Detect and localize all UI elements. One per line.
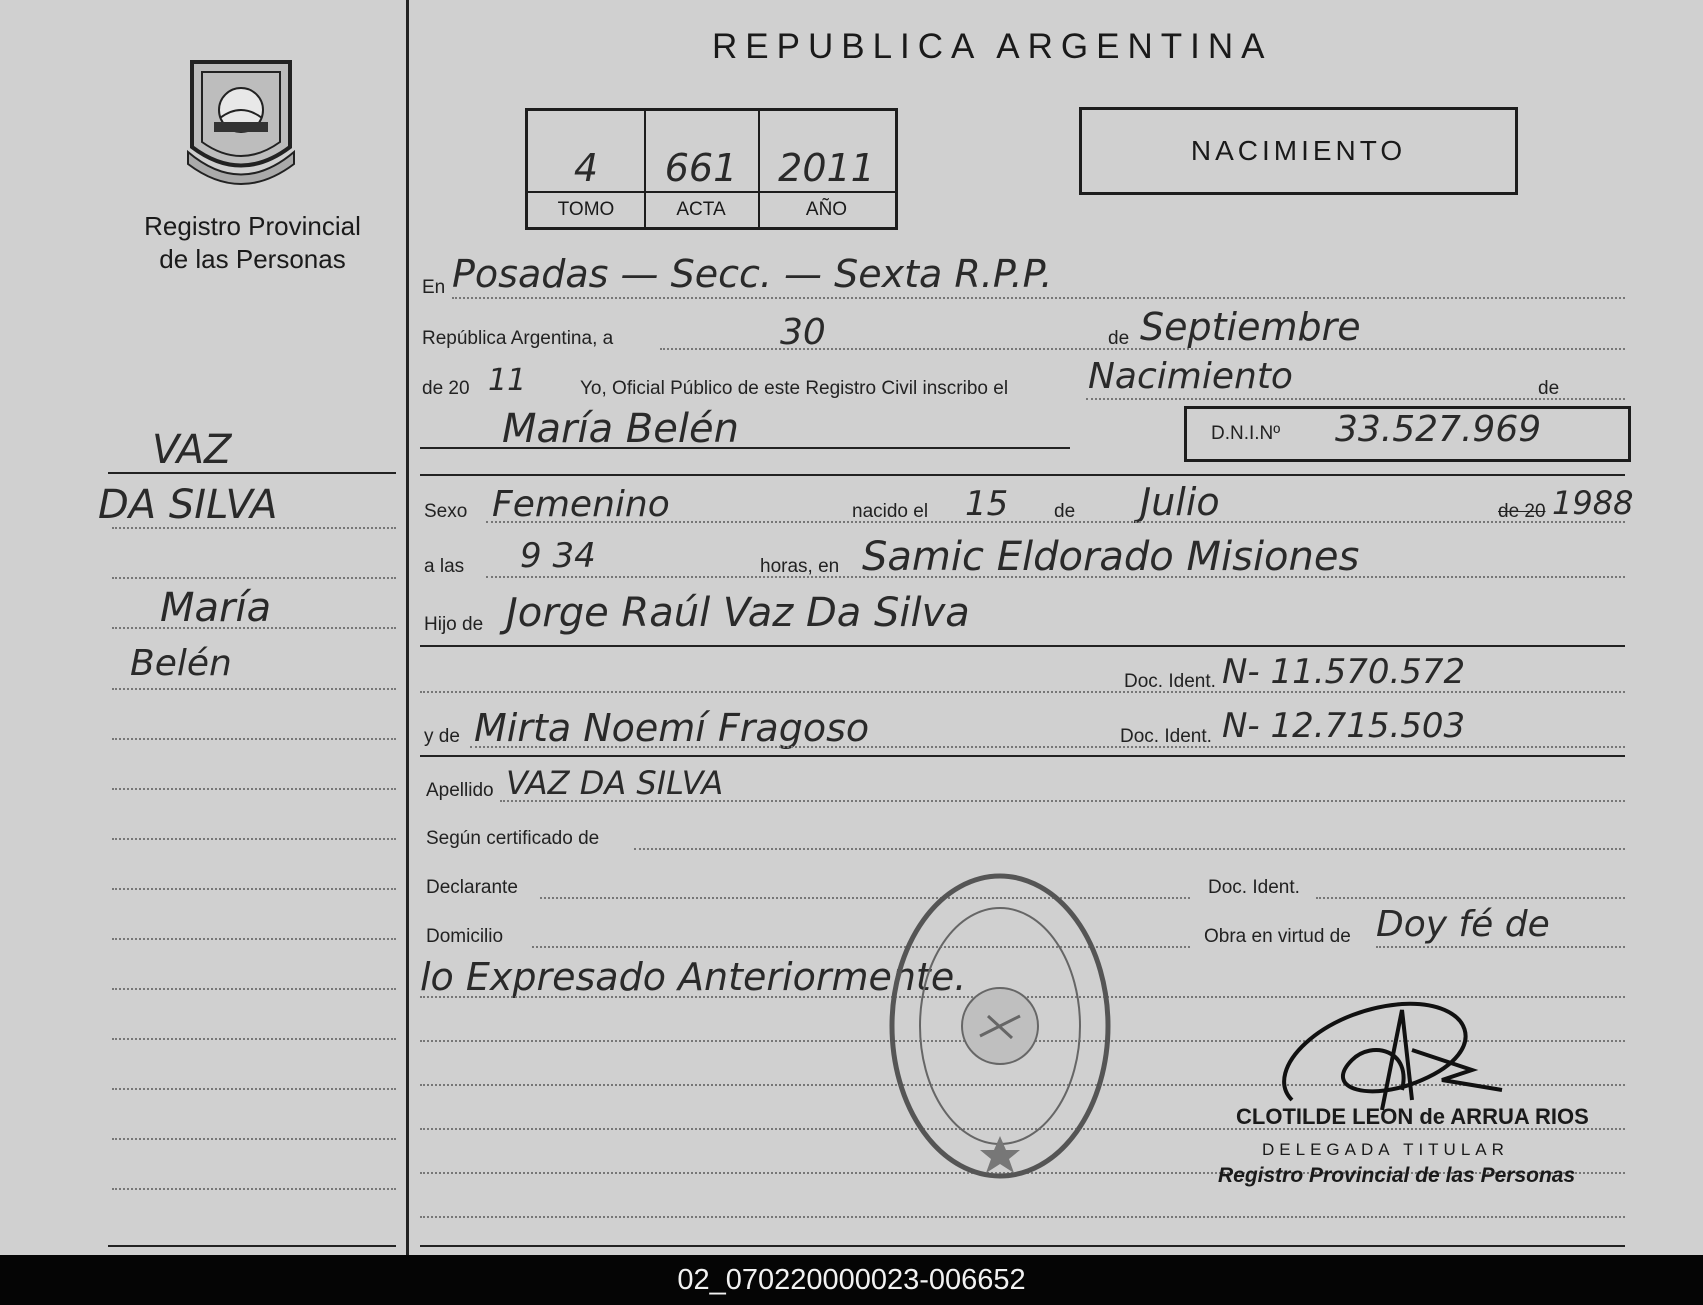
margin-dotted-line xyxy=(112,838,396,840)
acta-value: 661 xyxy=(664,146,738,190)
margin-surname-1: VAZ xyxy=(152,427,232,473)
apellido-label: Apellido xyxy=(426,780,494,801)
section-rule xyxy=(420,474,1625,476)
madre-doc: N- 12.715.503 xyxy=(1222,706,1466,746)
obra-line xyxy=(1376,946,1625,948)
margin-dotted-line xyxy=(112,1188,396,1190)
day-value: 30 xyxy=(780,312,826,353)
padre-doc-label: Doc. Ident. xyxy=(1124,671,1216,692)
column-divider xyxy=(406,0,409,1255)
year-prefix-label: de 20 xyxy=(422,378,470,399)
en-label: En xyxy=(422,277,446,298)
madre-line xyxy=(470,746,1625,748)
oficial-label: Yo, Oficial Público de este Registro Civil inscribo el xyxy=(580,378,1009,399)
registry-title-line2: de las Personas xyxy=(159,244,346,274)
blank-line xyxy=(420,1216,1625,1218)
sexo-value: Femenino xyxy=(492,484,670,525)
margin-dotted-line xyxy=(112,738,396,740)
anio-value: 2011 xyxy=(778,146,875,190)
obra-continuation: lo Expresado Anteriormente. xyxy=(420,955,967,999)
apellido-line xyxy=(500,800,1625,802)
signatory-title: DELEGADA TITULAR xyxy=(1262,1140,1509,1159)
margin-dotted-line xyxy=(112,1138,396,1140)
anio-label: AÑO xyxy=(758,191,895,226)
country-title: REPUBLICA ARGENTINA xyxy=(712,27,1273,66)
scan-footer xyxy=(0,1255,1703,1305)
alas-label: a las xyxy=(424,556,465,577)
inscribo-line xyxy=(1086,398,1625,400)
margin-dotted-line xyxy=(112,1038,396,1040)
dni-box xyxy=(1184,406,1631,462)
tomo-label: TOMO xyxy=(528,191,644,226)
dni-label: D.N.I.Nº xyxy=(1211,423,1281,444)
padre-doc-line xyxy=(420,691,1625,693)
margin-dotted-line xyxy=(112,577,396,579)
bottom-rule xyxy=(420,1245,1625,1247)
nacido-de-label: de xyxy=(1054,501,1076,522)
section-rule xyxy=(420,755,1625,757)
madre-doc-label: Doc. Ident. xyxy=(1120,726,1212,747)
anio-cell xyxy=(758,111,895,227)
margin-dotted-line xyxy=(112,688,396,690)
republica-label: República Argentina, a xyxy=(422,328,614,349)
dni-value: 33.527.969 xyxy=(1335,409,1542,450)
month-de-label: de xyxy=(1108,328,1130,349)
nacido-month: Julio xyxy=(1140,480,1220,524)
margin-dotted-line xyxy=(112,938,396,940)
nacido-label: nacido el xyxy=(852,501,929,522)
margin-name-1: María xyxy=(160,585,272,631)
padre-value: Jorge Raúl Vaz Da Silva xyxy=(506,590,970,636)
record-number-box xyxy=(525,108,898,230)
padre-line xyxy=(420,645,1625,647)
year-suffix: 11 xyxy=(488,363,527,398)
margin-rule xyxy=(108,1245,396,1247)
signatory-name: CLOTILDE LEON de ARRUA RIOS xyxy=(1236,1104,1589,1129)
domicilio-label: Domicilio xyxy=(426,926,504,947)
declarante-doc-line xyxy=(1316,897,1625,899)
horas-label: horas, en xyxy=(760,556,840,577)
signatory-office: Registro Provincial de las Personas xyxy=(1218,1164,1576,1187)
date-line xyxy=(660,348,1625,350)
margin-surname-2: DA SILVA xyxy=(98,482,278,528)
lugar-value: Samic Eldorado Misiones xyxy=(862,534,1360,580)
misiones-seal-icon xyxy=(180,52,302,187)
en-line xyxy=(452,297,1625,299)
inscribo-value: Nacimiento xyxy=(1088,356,1293,397)
month-value: Septiembre xyxy=(1140,305,1361,349)
segun-label: Según certificado de xyxy=(426,828,600,849)
margin-dotted-line xyxy=(112,527,396,529)
hijo-label: Hijo de xyxy=(424,614,484,635)
registry-title xyxy=(120,210,385,276)
declarante-label: Declarante xyxy=(426,877,518,898)
padre-doc: N- 11.570.572 xyxy=(1222,652,1466,692)
margin-name-2: Belén xyxy=(130,643,232,684)
acta-label: ACTA xyxy=(644,191,758,226)
margin-rule xyxy=(108,472,396,474)
margin-dotted-line xyxy=(112,988,396,990)
sexo-label: Sexo xyxy=(424,501,468,522)
hora-value: 9 34 xyxy=(520,536,596,576)
inscribo-de-label: de xyxy=(1538,378,1560,399)
segun-line xyxy=(634,848,1625,850)
obra-value: Doy fé de xyxy=(1376,904,1550,945)
acta-cell xyxy=(644,111,760,227)
margin-dotted-line xyxy=(112,627,396,629)
nacido-year-label: de 20 xyxy=(1498,501,1546,522)
margin-dotted-line xyxy=(112,888,396,890)
nacido-day: 15 xyxy=(965,484,1009,524)
registry-title-line1: Registro Provincial xyxy=(144,211,361,241)
tomo-value: 4 xyxy=(573,146,599,190)
yde-label: y de xyxy=(424,726,460,747)
apellido-value: VAZ DA SILVA xyxy=(506,764,724,802)
madre-value: Mirta Noemí Fragoso xyxy=(474,706,870,750)
tomo-cell xyxy=(528,111,646,227)
margin-dotted-line xyxy=(112,788,396,790)
record-type-box: NACIMIENTO xyxy=(1079,107,1518,195)
person-name: María Belén xyxy=(502,406,739,452)
document-code: 02_070220000023-006652 xyxy=(677,1264,1026,1296)
declarante-doc-label: Doc. Ident. xyxy=(1208,877,1300,898)
lugar-line xyxy=(486,576,1625,578)
name-line xyxy=(420,447,1070,449)
official-seal-icon xyxy=(884,866,1116,1186)
nacido-year: 1988 xyxy=(1552,484,1634,522)
margin-dotted-line xyxy=(112,1088,396,1090)
obra-label: Obra en virtud de xyxy=(1204,926,1351,947)
sexo-line xyxy=(486,521,1625,523)
en-value: Posadas — Secc. — Sexta R.P.P. xyxy=(452,252,1053,296)
